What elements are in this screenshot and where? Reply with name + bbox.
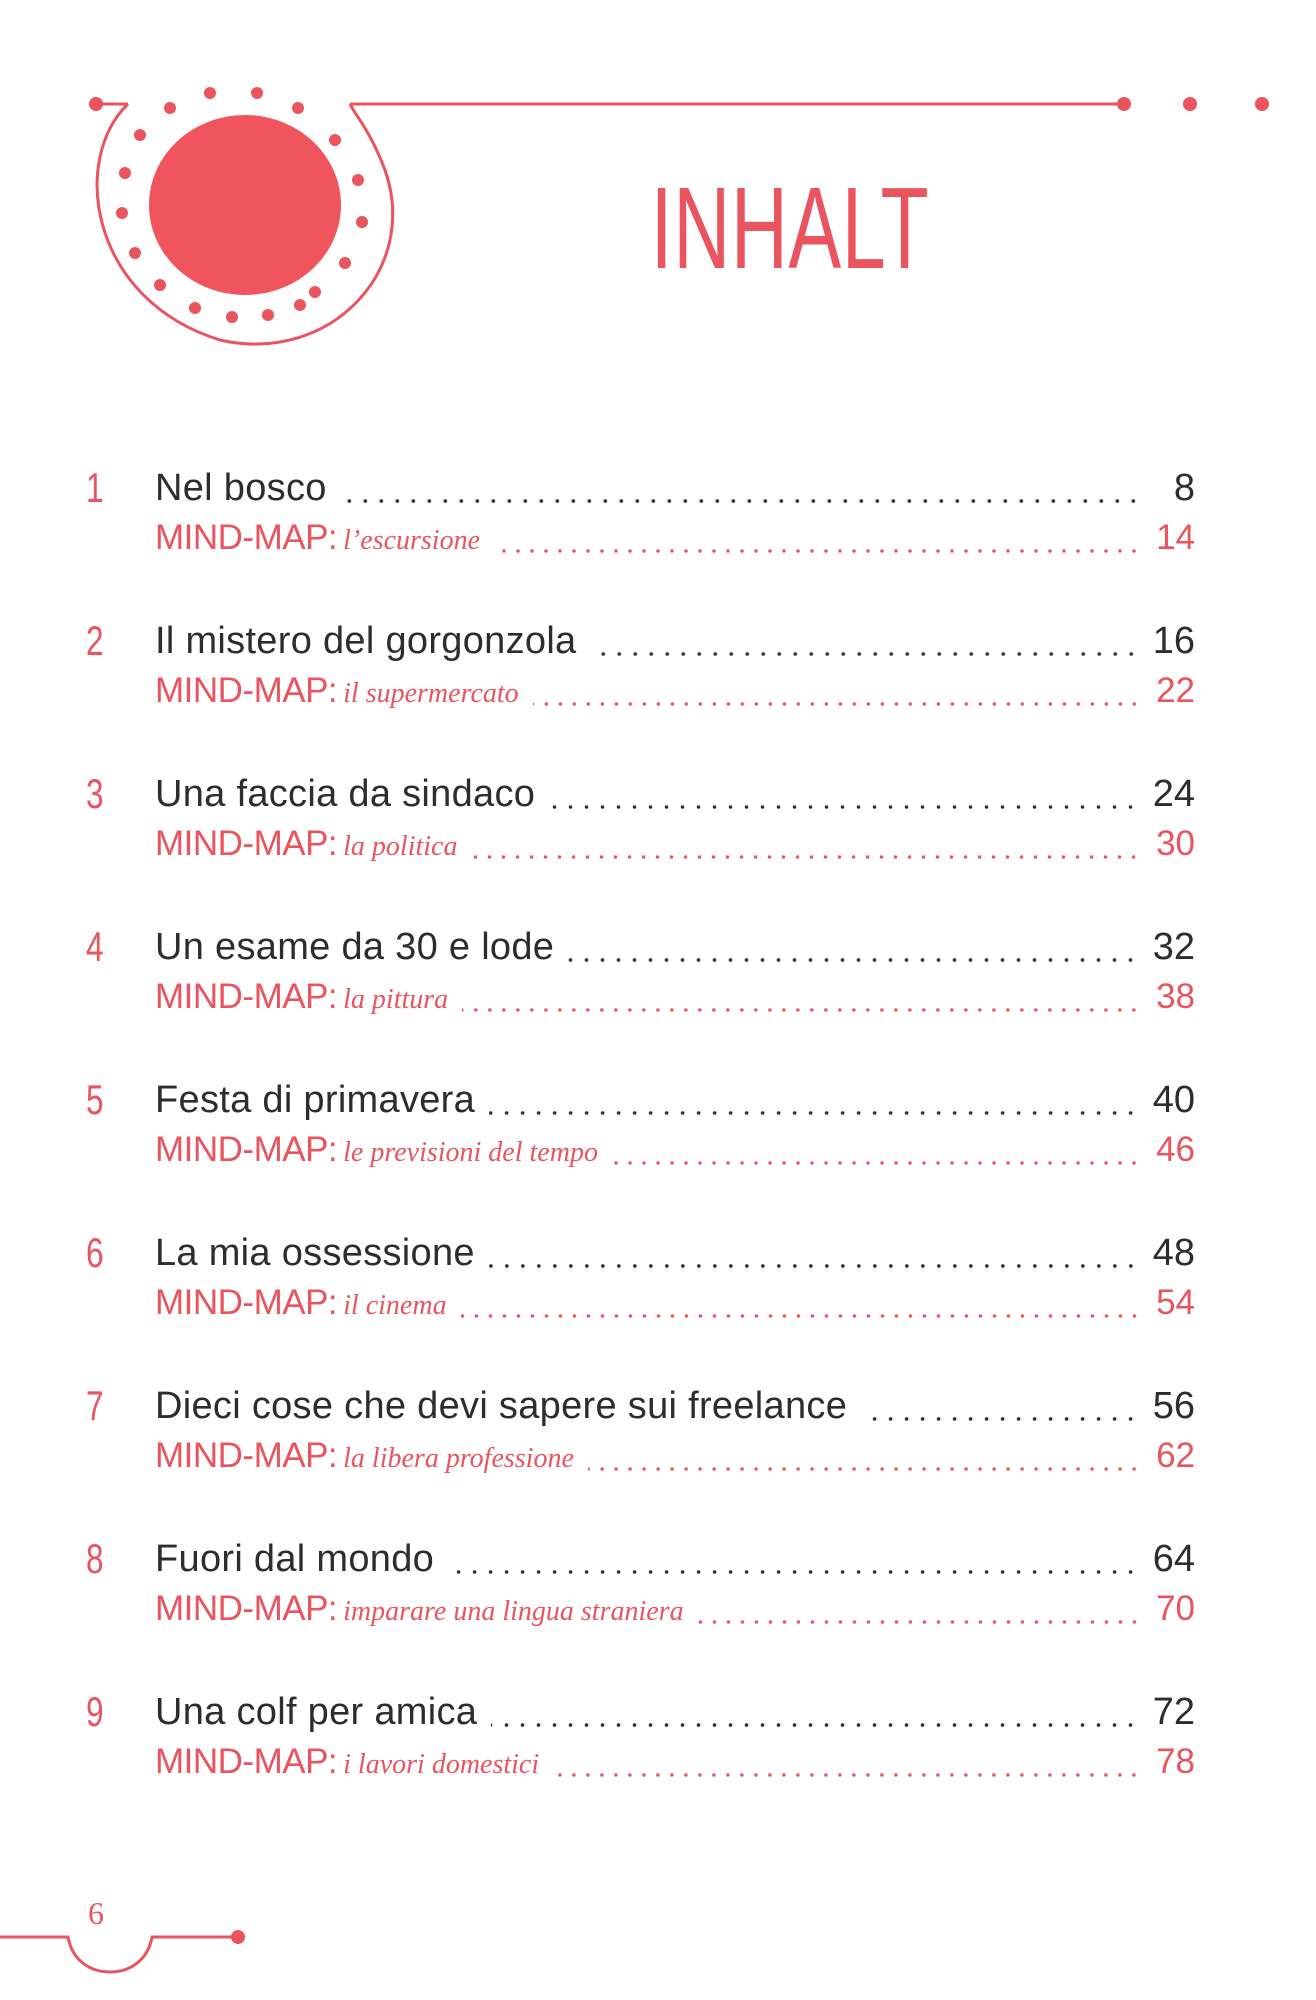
- mindmap-page: 14: [1156, 518, 1195, 557]
- chapter-number: 1: [86, 464, 104, 511]
- mindmap-topic: il supermercato: [343, 678, 519, 709]
- chapter-number: 8: [86, 1535, 104, 1582]
- chapter-title: Una colf per amica: [155, 1691, 478, 1733]
- chapter-title: Dieci cose che devi sapere sui freelance: [155, 1385, 848, 1427]
- toc-entry: [0, 1684, 1316, 1824]
- chapter-page: 48: [1152, 1232, 1195, 1274]
- chapter-page: 64: [1152, 1538, 1195, 1580]
- dot-leader: [698, 1619, 1141, 1625]
- chapter-line: [155, 766, 1195, 822]
- mindmap-line: [155, 973, 1195, 1021]
- mindmap-topic: le previsioni del tempo: [343, 1137, 598, 1168]
- mindmap-topic: la libera professione: [343, 1443, 574, 1474]
- dot-leader: [549, 804, 1139, 810]
- chapter-title: Una faccia da sindaco: [155, 773, 536, 815]
- dot-leader: [533, 701, 1141, 707]
- chapter-title: Festa di primavera: [155, 1079, 476, 1121]
- chapter-number: 2: [86, 617, 104, 664]
- mindmap-line: [155, 820, 1195, 868]
- chapter-number: 9: [86, 1688, 104, 1735]
- mindmap-prefix: MIND-MAP:: [155, 518, 338, 557]
- chapter-line: [155, 1531, 1195, 1587]
- mindmap-line: [155, 667, 1195, 715]
- toc-entry: [0, 1378, 1316, 1518]
- mindmap-page: 70: [1156, 1589, 1195, 1628]
- mindmap-line: [155, 1432, 1195, 1480]
- dot-leader: [341, 498, 1141, 504]
- mindmap-topic: imparare una lingua straniera: [343, 1596, 684, 1627]
- dot-leader: [461, 1313, 1141, 1319]
- chapter-line: [155, 919, 1195, 975]
- chapter-line: [155, 1378, 1195, 1434]
- mindmap-prefix: MIND-MAP:: [155, 671, 338, 710]
- mindmap-line: [155, 1585, 1195, 1633]
- chapter-number: 4: [86, 923, 104, 970]
- mindmap-prefix: MIND-MAP:: [155, 1130, 338, 1169]
- dot-leader: [568, 957, 1138, 963]
- dot-leader: [489, 1263, 1139, 1269]
- toc-entry: [0, 1531, 1316, 1671]
- chapter-number: 5: [86, 1076, 104, 1123]
- footer-bracket-line: [0, 1937, 238, 1972]
- chapter-page: 32: [1152, 926, 1195, 968]
- toc-entry: [0, 766, 1316, 906]
- dot-leader: [462, 1007, 1141, 1013]
- mindmap-topic: l’escursione: [343, 525, 481, 556]
- chapter-page: 24: [1152, 773, 1195, 815]
- mindmap-page: 30: [1156, 824, 1195, 863]
- toc-entry: [0, 460, 1316, 600]
- dot-leader: [489, 1110, 1139, 1116]
- chapter-line: [155, 1684, 1195, 1740]
- mindmap-page: 46: [1156, 1130, 1195, 1169]
- header-line-end-dot: [1117, 97, 1131, 111]
- dot-leader: [494, 548, 1141, 554]
- toc-entry: [0, 613, 1316, 753]
- chapter-title: Fuori dal mondo: [155, 1538, 435, 1580]
- dot-leader: [612, 1160, 1141, 1166]
- mindmap-topic: il cinema: [343, 1290, 447, 1321]
- dot-leader: [491, 1722, 1139, 1728]
- page-title: INHALT: [650, 163, 930, 293]
- chapter-number: 3: [86, 770, 104, 817]
- chapter-title: La mia ossessione: [155, 1232, 475, 1274]
- chapter-number: 6: [86, 1229, 104, 1276]
- chapter-page: 56: [1152, 1385, 1195, 1427]
- chapter-page: 72: [1152, 1691, 1195, 1733]
- dot-leader: [448, 1569, 1139, 1575]
- mindmap-page: 22: [1156, 671, 1195, 710]
- mindmap-prefix: MIND-MAP:: [155, 1589, 338, 1628]
- header-sun-circle: [149, 115, 341, 295]
- header-trailing-dot-2: [1255, 97, 1269, 111]
- mindmap-line: [155, 1738, 1195, 1786]
- mindmap-line: [155, 1279, 1195, 1327]
- chapter-page: 16: [1152, 620, 1195, 662]
- mindmap-topic: la politica: [343, 831, 458, 862]
- mindmap-prefix: MIND-MAP:: [155, 824, 338, 863]
- chapter-title: Nel bosco: [155, 467, 327, 509]
- mindmap-page: 38: [1156, 977, 1195, 1016]
- chapter-page: 40: [1152, 1079, 1195, 1121]
- mindmap-prefix: MIND-MAP:: [155, 1742, 338, 1781]
- dot-leader: [553, 1772, 1141, 1778]
- mindmap-page: 78: [1156, 1742, 1195, 1781]
- toc-entry: [0, 919, 1316, 1059]
- mindmap-topic: i lavori domestici: [343, 1749, 540, 1780]
- dot-leader: [471, 854, 1141, 860]
- footer-dot: [231, 1930, 245, 1944]
- chapter-title: Un esame da 30 e lode: [155, 926, 555, 968]
- chapter-line: [155, 460, 1195, 516]
- mindmap-line: [155, 1126, 1195, 1174]
- chapter-line: [155, 613, 1195, 669]
- dot-leader: [861, 1416, 1139, 1422]
- chapter-line: [155, 1225, 1195, 1281]
- mindmap-prefix: MIND-MAP:: [155, 977, 338, 1016]
- mindmap-prefix: MIND-MAP:: [155, 1283, 338, 1322]
- chapter-number: 7: [86, 1382, 104, 1429]
- chapter-title: Il mistero del gorgonzola: [155, 620, 577, 662]
- chapter-page: 8: [1173, 467, 1195, 509]
- toc-entry: [0, 1072, 1316, 1212]
- page-number: 6: [88, 1895, 104, 1931]
- mindmap-topic: la pittura: [343, 984, 449, 1015]
- toc-entry: [0, 1225, 1316, 1365]
- chapter-line: [155, 1072, 1195, 1128]
- header-trailing-dot-1: [1183, 97, 1197, 111]
- mindmap-page: 62: [1156, 1436, 1195, 1475]
- mindmap-line: [155, 514, 1195, 562]
- mindmap-page: 54: [1156, 1283, 1195, 1322]
- dot-leader: [588, 1466, 1141, 1472]
- dot-leader: [591, 651, 1139, 657]
- mindmap-prefix: MIND-MAP:: [155, 1436, 338, 1475]
